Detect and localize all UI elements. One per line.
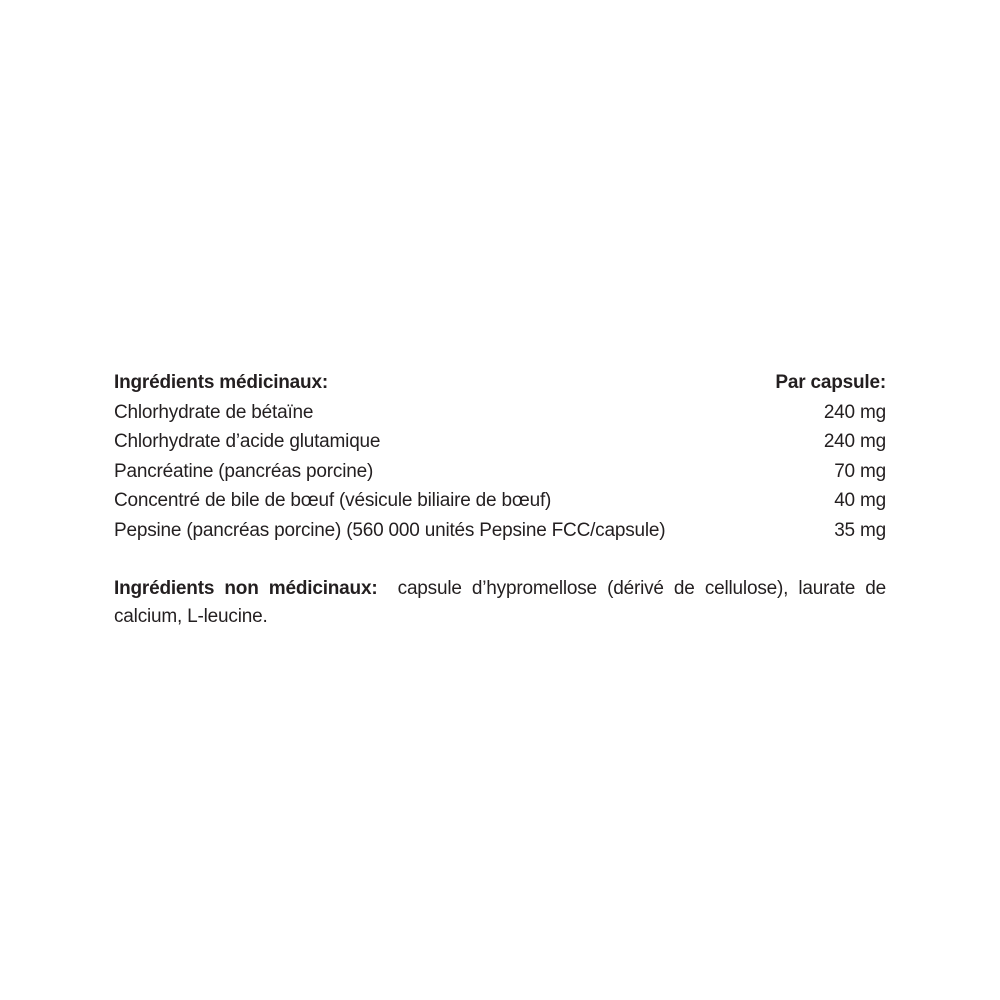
ingredient-amount: 35 mg bbox=[834, 519, 886, 541]
ingredient-row bbox=[114, 486, 886, 516]
ingredient-row bbox=[114, 398, 886, 428]
ingredient-row bbox=[114, 427, 886, 457]
ingredients-panel bbox=[114, 368, 886, 650]
medicinal-header-row bbox=[114, 368, 886, 398]
non-medicinal-ingredients bbox=[114, 575, 886, 631]
non-medicinal-label: Ingrédients non médicinaux: bbox=[114, 578, 378, 599]
per-capsule-heading: Par capsule: bbox=[775, 372, 886, 393]
non-medicinal-text: capsule d’hypromellose (dérivé de cellulose), laurate de calcium, L-leucine. bbox=[114, 578, 886, 627]
ingredient-amount: 40 mg bbox=[834, 490, 886, 511]
ingredient-amount: 70 mg bbox=[834, 460, 886, 482]
ingredient-name: Chlorhydrate d’acide glutamique bbox=[114, 431, 381, 452]
ingredient-row bbox=[114, 516, 886, 546]
ingredient-row bbox=[114, 457, 886, 487]
ingredient-name: Pancréatine (pancréas porcine) bbox=[114, 460, 374, 482]
ingredient-name: Chlorhydrate de bétaïne bbox=[114, 401, 314, 423]
ingredient-name: Pepsine (pancréas porcine) (560 000 unités Pepsine FCC/capsule) bbox=[114, 519, 666, 541]
medicinal-heading: Ingrédients médicinaux: bbox=[114, 372, 328, 393]
ingredient-name: Concentré de bile de bœuf (vésicule biliaire de bœuf) bbox=[114, 490, 552, 511]
ingredient-amount: 240 mg bbox=[823, 401, 886, 423]
ingredient-amount: 240 mg bbox=[823, 431, 886, 452]
